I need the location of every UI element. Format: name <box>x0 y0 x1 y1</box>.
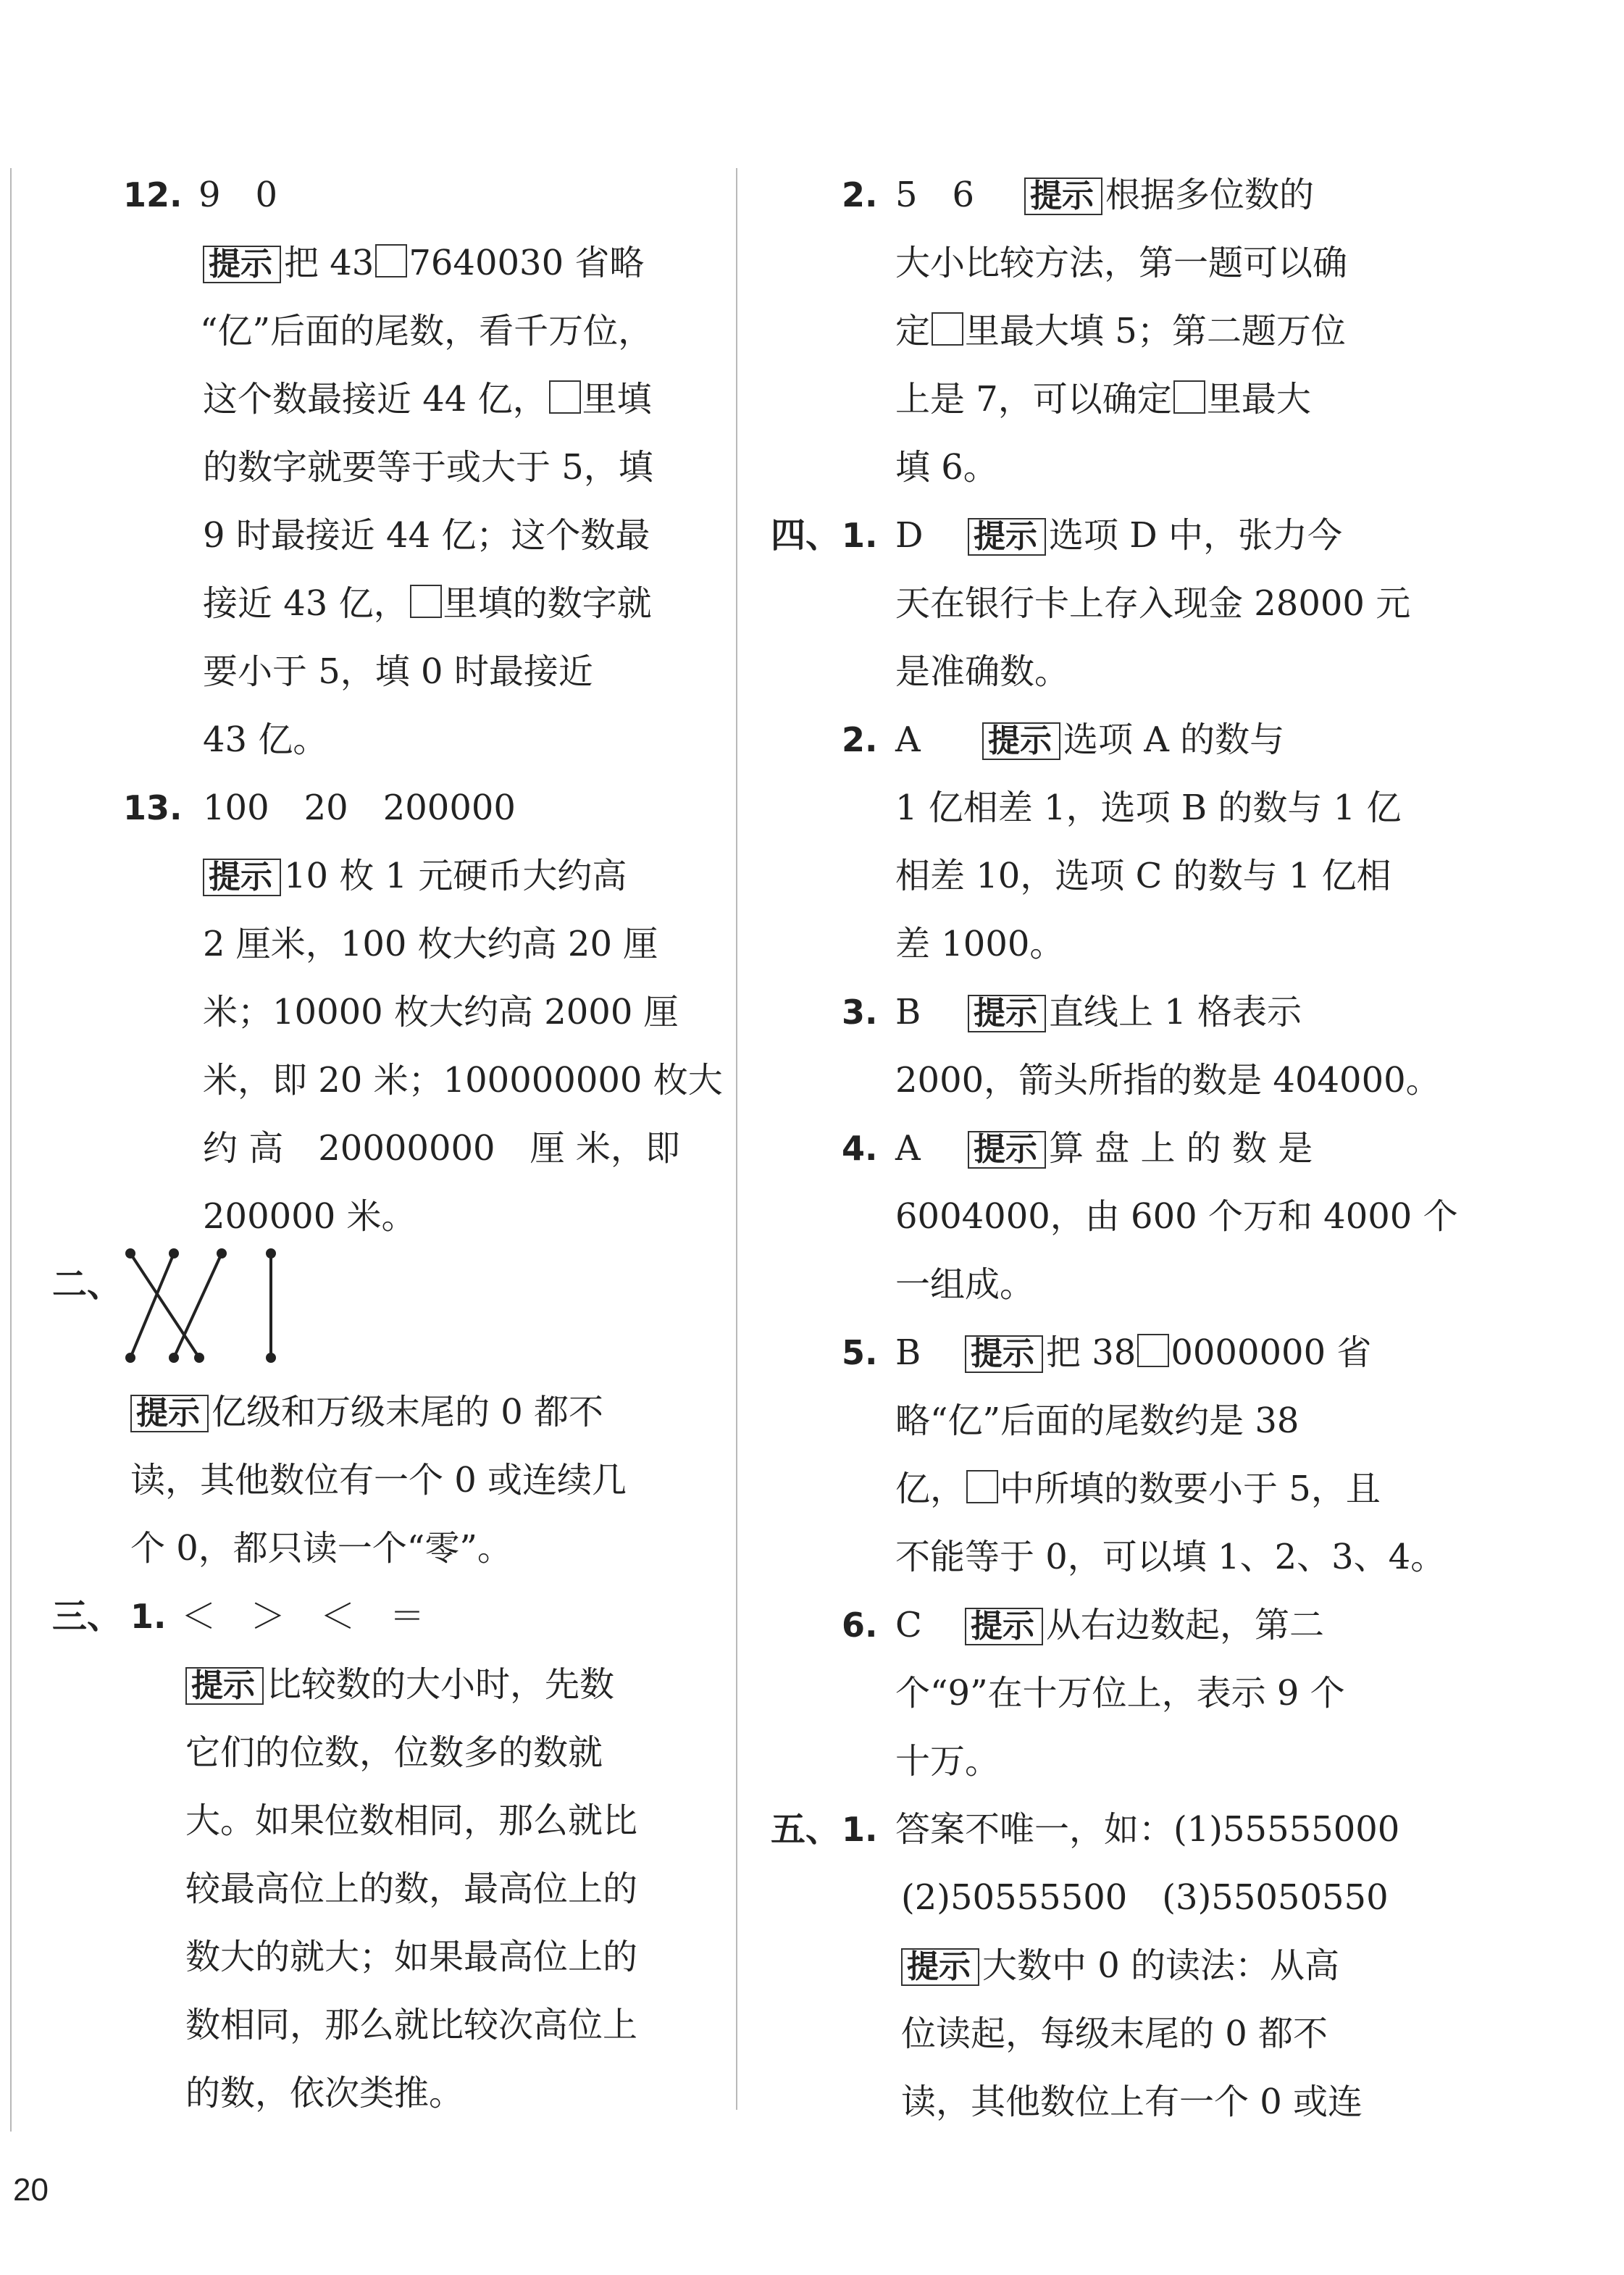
question-number: 6. <box>842 1606 878 1645</box>
hint-text: 把 38 <box>1046 1332 1137 1373</box>
match-dot <box>267 1250 275 1257</box>
hint-tag: 提示 <box>982 722 1056 760</box>
question-number: 1. <box>130 1597 167 1636</box>
hint-text: 接近 43 亿， <box>203 583 409 624</box>
hint-text: 约 高 20000000 厘 米，即 <box>203 1128 680 1169</box>
hint-text: 里填的数字就 <box>443 583 652 624</box>
question-13-header <box>51 774 703 842</box>
hint-text: 读，其他数位有一个 0 或连续几 <box>130 1460 627 1500</box>
hint-text: 选项 A 的数与 <box>1063 719 1285 760</box>
section-label: 四、 <box>771 515 841 556</box>
question-header <box>762 978 1428 1046</box>
hint-text: 里填 <box>582 379 652 419</box>
match-dot <box>127 1354 134 1361</box>
answer: A <box>895 719 921 760</box>
page-number: 20 <box>13 2172 49 2208</box>
hint-text: 2 厘米，100 枚大约高 20 厘 <box>203 924 658 964</box>
match-dot <box>170 1354 177 1361</box>
hint-text: 中所填的数要小于 5，且 <box>1000 1469 1381 1509</box>
hint-text: 把 43 <box>284 243 374 283</box>
blank-box <box>966 1470 998 1503</box>
blank-box <box>375 244 407 277</box>
column-divider-center <box>736 168 737 2110</box>
hint-text: 1 亿相差 1，选项 B 的数与 1 亿 <box>895 788 1402 828</box>
hint-text: 大数中 0 的读法：从高 <box>982 1945 1340 1986</box>
column-divider-left <box>10 168 12 2132</box>
hint-text: 米，即 20 米；100000000 枚大 <box>203 1060 723 1101</box>
section-5-header <box>762 1795 1428 1863</box>
hint-text: 里最大 <box>1206 379 1311 419</box>
blank-box <box>932 312 963 346</box>
hint-text: 一组成。 <box>895 1264 1035 1305</box>
answer: C <box>895 1605 922 1645</box>
match-dot <box>196 1354 203 1361</box>
question-header <box>762 1591 1428 1659</box>
question-number: 4. <box>842 1129 878 1168</box>
blank-box <box>549 380 581 414</box>
matching-lines-diagram <box>123 1246 290 1369</box>
hint-text: 选项 D 中，张力今 <box>1049 515 1343 556</box>
hint-tag: 提示 <box>968 518 1042 556</box>
hint-text: 10 枚 1 元硬币大约高 <box>284 856 627 896</box>
match-line <box>174 1253 222 1358</box>
hint-text: 比较数的大小时，先数 <box>267 1664 615 1705</box>
answer: 5 6 <box>895 175 975 215</box>
hint-text: 十万。 <box>895 1741 1000 1782</box>
question-number: 3. <box>842 993 878 1032</box>
answer: 9 0 <box>198 175 278 215</box>
question-number: 5. <box>842 1333 878 1372</box>
hint-tag: 提示 <box>203 859 277 896</box>
section-4-header <box>762 501 1428 569</box>
section-label: 二、 <box>52 1264 122 1305</box>
match-line <box>130 1253 174 1358</box>
match-line <box>130 1253 199 1358</box>
blank-box <box>1173 380 1205 414</box>
answer: 100 20 200000 <box>203 788 516 828</box>
match-dot <box>127 1250 134 1257</box>
question-header <box>762 706 1428 774</box>
hint-text: 的数，依次类推。 <box>185 2073 464 2113</box>
hint-tag: 提示 <box>185 1667 259 1705</box>
hint-text: 相差 10，选项 C 的数与 1 亿相 <box>895 856 1391 896</box>
question-12-header <box>51 161 703 229</box>
hint-text: 数大的就大；如果最高位上的 <box>185 1937 638 1977</box>
blank-box <box>1137 1334 1169 1367</box>
hint-text: 读，其他数位上有一个 0 或连 <box>901 2082 1363 2122</box>
hint-text: 算 盘 上 的 数 是 <box>1049 1128 1313 1169</box>
question-number: 1. <box>842 516 878 555</box>
hint-text: 亿级和万级末尾的 0 都不 <box>212 1392 604 1432</box>
hint-text: 9 时最接近 44 亿；这个数最 <box>203 515 650 556</box>
hint-text: 43 亿。 <box>203 719 328 760</box>
question-number: 12. <box>123 175 183 214</box>
match-dot <box>218 1250 225 1257</box>
hint-text: 大小比较方法，第一题可以确 <box>895 243 1348 283</box>
hint-text: 6004000，由 600 个万和 4000 个 <box>895 1196 1458 1237</box>
match-dot <box>267 1354 275 1361</box>
hint-text: 从右边数起，第二 <box>1046 1605 1325 1645</box>
hint-text: 天在银行卡上存入现金 28000 元 <box>895 583 1411 624</box>
answer: 答案不唯一，如：(1)55555000 <box>895 1809 1400 1850</box>
match-dot <box>170 1250 177 1257</box>
section-label: 三、 <box>52 1596 122 1637</box>
hint-text: 数相同，那么就比较次高位上 <box>185 2005 638 2045</box>
hint-text: 略“亿”后面的尾数约是 38 <box>895 1401 1299 1441</box>
hint-text: 0000000 省 <box>1171 1332 1372 1373</box>
question-number: 13. <box>123 788 183 827</box>
blank-box <box>410 585 442 618</box>
hint-text: “亿”后面的尾数，看千万位， <box>200 311 653 351</box>
hint-text: 个“9”在十万位上，表示 9 个 <box>895 1673 1345 1713</box>
hint-text: 里最大填 5；第二题万位 <box>965 311 1346 351</box>
hint-tag: 提示 <box>130 1395 204 1432</box>
question-header <box>762 1319 1428 1387</box>
hint-tag: 提示 <box>1024 178 1098 215</box>
question-number: 1. <box>842 1810 878 1849</box>
answer: B <box>895 1332 921 1373</box>
section-3-header <box>51 1582 703 1650</box>
hint-text: 不能等于 0，可以填 1、2、3、4。 <box>895 1537 1446 1577</box>
hint-line <box>51 229 703 297</box>
hint-tag: 提示 <box>203 246 277 283</box>
hint-text: 上是 7，可以确定 <box>895 379 1172 419</box>
question-number: 2. <box>842 720 878 759</box>
section-label: 五、 <box>771 1809 841 1850</box>
hint-text: 的数字就要等于或大于 5，填 <box>203 447 653 488</box>
hint-text: 亿， <box>895 1469 966 1509</box>
hint-text: 大。如果位数相同，那么就比 <box>185 1800 638 1841</box>
hint-text: 是准确数。 <box>895 651 1070 692</box>
hint-text: 这个数最接近 44 亿， <box>203 379 548 419</box>
hint-tag: 提示 <box>968 995 1042 1032</box>
question-header <box>762 1114 1428 1182</box>
hint-tag: 提示 <box>965 1608 1039 1645</box>
hint-text: 位读起，每级末尾的 0 都不 <box>901 2013 1328 2054</box>
hint-text: 2000，箭头所指的数是 404000。 <box>895 1060 1441 1101</box>
hint-text: 7640030 省略 <box>409 243 645 283</box>
hint-text: 根据多位数的 <box>1105 175 1315 215</box>
answer: ＜ ＞ ＜ ＝ <box>181 1596 425 1637</box>
hint-text: 较最高位上的数，最高位上的 <box>185 1869 638 1909</box>
hint-text: 200000 米。 <box>203 1196 417 1237</box>
answer: D <box>895 515 924 556</box>
hint-tag: 提示 <box>965 1335 1039 1373</box>
hint-text: 它们的位数，位数多的数就 <box>185 1732 603 1773</box>
hint-text: 直线上 1 格表示 <box>1049 992 1302 1032</box>
hint-text: 个 0，都只读一个“零”。 <box>130 1528 512 1569</box>
hint-text: 米；10000 枚大约高 2000 厘 <box>203 992 679 1032</box>
hint-text: 差 1000。 <box>895 924 1065 964</box>
hint-tag: 提示 <box>901 1948 975 1986</box>
question-number: 2. <box>842 175 878 214</box>
question-2-header <box>762 161 1428 229</box>
answer: (2)50555500 (3)55050550 <box>901 1877 1389 1918</box>
answer: A <box>895 1128 921 1169</box>
hint-text: 定 <box>895 311 931 351</box>
answer: B <box>895 992 921 1032</box>
hint-text: 要小于 5，填 0 时最接近 <box>203 651 593 692</box>
hint-tag: 提示 <box>968 1131 1042 1169</box>
hint-text: 填 6。 <box>895 447 998 488</box>
